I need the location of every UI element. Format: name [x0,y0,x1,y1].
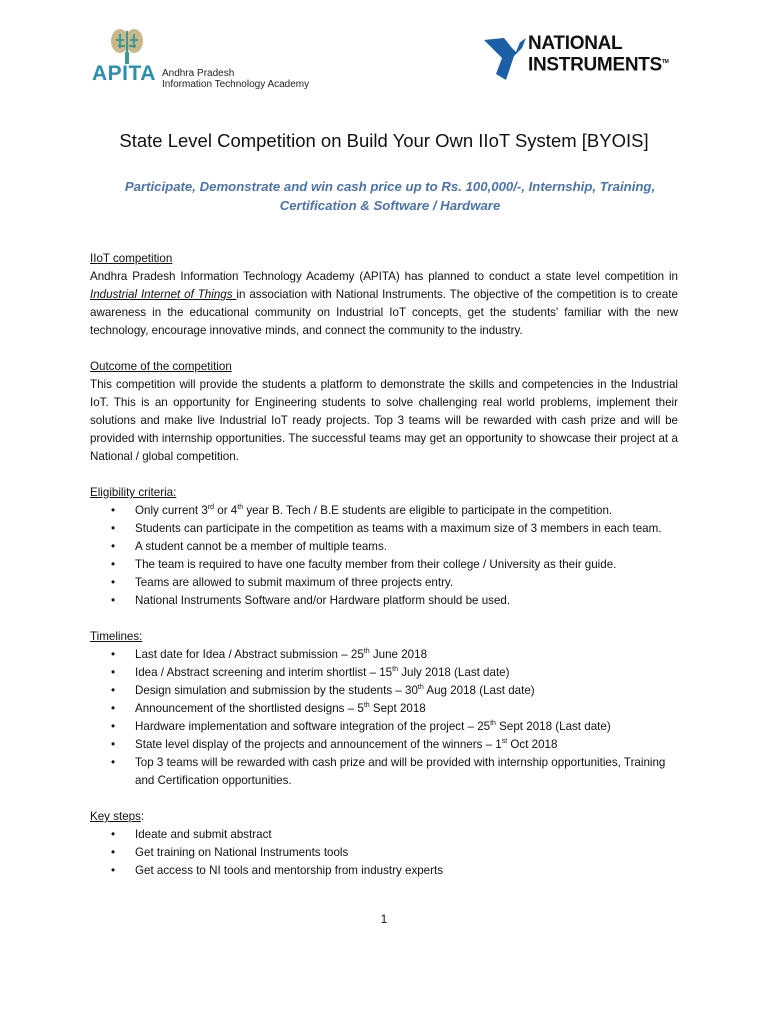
section-heading: Timelines: [90,630,143,643]
list-item [90,574,678,592]
subtitle-line2: Certification & Software / Hardware [279,198,501,213]
section-outcome [90,358,678,466]
list-item-text: Last date for Idea / Abstract submission – 25 [135,648,364,661]
bullet-icon: • [111,756,116,769]
apita-name-line1: Andhra Pradesh [162,68,235,79]
ordinal-suffix: th [363,648,370,656]
apita-acronym: APITA [92,62,156,85]
list-item [90,700,678,718]
ni-eagle-icon [482,34,532,82]
ordinal-suffix: rd [207,504,215,512]
ni-wordmark-line2 [528,53,669,74]
document-subtitle [90,177,690,215]
section-paragraph [90,268,678,340]
list-item-text: Sept 2018 [369,702,426,715]
bullet-icon: • [111,702,116,715]
ordinal-suffix: th [490,720,496,728]
ni-wordmark-line2-text: INSTRUMENTS [528,54,662,76]
list-item-text: Teams are allowed to submit maximum of three projects entry. [135,576,454,589]
list-item [90,754,678,790]
bullet-icon: • [111,558,116,571]
list-item [90,736,678,754]
bullet-icon: • [111,864,116,877]
section-heading-row [90,808,678,826]
section-heading: Eligibility criteria: [90,486,177,499]
list-item-text: Get access to NI tools and mentorship from industry experts [135,864,444,877]
heading-colon: : [140,810,145,823]
bullet-icon: • [111,666,116,679]
list-item-text: Hardware implementation and software integration of the project – 25 [135,720,491,733]
ordinal-suffix: th [237,504,244,512]
paragraph-text: Andhra Pradesh Information Technology Academy (APITA) has planned to conduct a state level competition in [90,270,678,283]
emphasized-term: Industrial Internet of Things [90,288,237,301]
section-iiot-competition [90,250,678,340]
bullet-icon: • [111,522,116,535]
list-item-text: Sept 2018 (Last date) [495,720,611,733]
list-item [90,862,678,880]
section-timelines [90,628,678,790]
bullet-icon: • [111,738,116,751]
list-item-text: Design simulation and submission by the students – 30 [135,684,418,697]
list-item [90,646,678,664]
list-item-text: Get training on National Instruments tools [135,846,349,859]
bullet-icon: • [111,846,116,859]
trademark-symbol: TM [661,59,669,65]
bullet-icon: • [111,720,116,733]
apita-name-line2: Information Technology Academy [162,79,310,90]
list-item-text: State level display of the projects and announcement of the winners – 1 [135,738,502,751]
document-body [90,250,678,898]
brain-circuit-icon [110,28,144,64]
bullet-icon: • [111,594,116,607]
document-title: State Level Competition on Build Your Own IIoT System [BYOIS] [119,130,649,151]
list-item-text: Announcement of the shortlisted designs – 5 [135,702,364,715]
list-item [90,682,678,700]
list-item-text: National Instruments Software and/or Hardware platform should be used. [135,594,511,607]
list-item [90,592,678,610]
apita-logo [92,28,332,90]
page-number: 1 [380,912,388,926]
bullet-icon: • [111,828,116,841]
list-item [90,826,678,844]
list-item-text: year B. Tech / B.E students are eligible to participate in the competition. [243,504,613,517]
bullet-icon: • [111,684,116,697]
section-key-steps [90,808,678,880]
list-item [90,502,678,520]
list-item-text: Top 3 teams will be rewarded with cash prize and will be provided with internship opportunities, Training and Certification opportunities. [135,756,666,787]
section-eligibility [90,484,678,610]
ni-wordmark [528,34,669,74]
paragraph-text: in association with National Instruments. The objective of the competition is to create awareness in the educational community on Industrial IoT concepts, get the students' familiar with the new technology, encourage innovative minds, and connect the community to the industry. [90,288,678,337]
bullet-icon: • [111,540,116,553]
section-paragraph: This competition will provide the students a platform to demonstrate the skills and competencies in the Industrial IoT. This is an opportunity for Engineering students to solve challenging real world problems, implement their solutions and make live Industrial IoT ready projects. Top 3 teams will be rewarded with cash prize and will be provided with internship opportunities. The successful teams may get an opportunity to showcase their project at a National / global competition. [90,378,678,463]
section-heading: IIoT competition [90,252,173,265]
list-item-text: Idea / Abstract screening and interim shortlist – 15 [135,666,393,679]
timelines-list [90,646,678,790]
list-item [90,844,678,862]
national-instruments-logo [482,32,682,82]
list-item-text: A student cannot be a member of multiple teams. [135,540,387,553]
ordinal-suffix: st [501,738,508,746]
subtitle-line1: Participate, Demonstrate and win cash price up to Rs. 100,000/-, Internship, Training, [124,179,656,194]
list-item-text: July 2018 (Last date) [397,666,510,679]
list-item [90,664,678,682]
section-heading: Outcome of the competition [90,360,232,373]
bullet-icon: • [111,648,116,661]
list-item-text: The team is required to have one faculty member from their college / University as their guide. [135,558,617,571]
list-item [90,556,678,574]
list-item-text: Only current 3 [135,504,208,517]
key-steps-list [90,826,678,880]
list-item-text: or 4 [214,504,238,517]
eligibility-list [90,502,678,610]
ordinal-suffix: th [392,666,398,674]
list-item [90,538,678,556]
ni-wordmark-line1: NATIONAL [528,33,623,54]
list-item [90,718,678,736]
ordinal-suffix: th [417,684,424,692]
ordinal-suffix: th [363,702,370,710]
bullet-icon: • [111,576,116,589]
list-item [90,520,678,538]
section-heading: Key steps [90,810,141,823]
list-item-text: June 2018 [369,648,428,661]
list-item-text: Oct 2018 [507,738,558,751]
apita-name [162,68,309,90]
list-item-text: Ideate and submit abstract [135,828,272,841]
list-item-text: Students can participate in the competition as teams with a maximum size of 3 members in each team. [135,522,662,535]
list-item-text: Aug 2018 (Last date) [423,684,535,697]
bullet-icon: • [111,504,116,517]
